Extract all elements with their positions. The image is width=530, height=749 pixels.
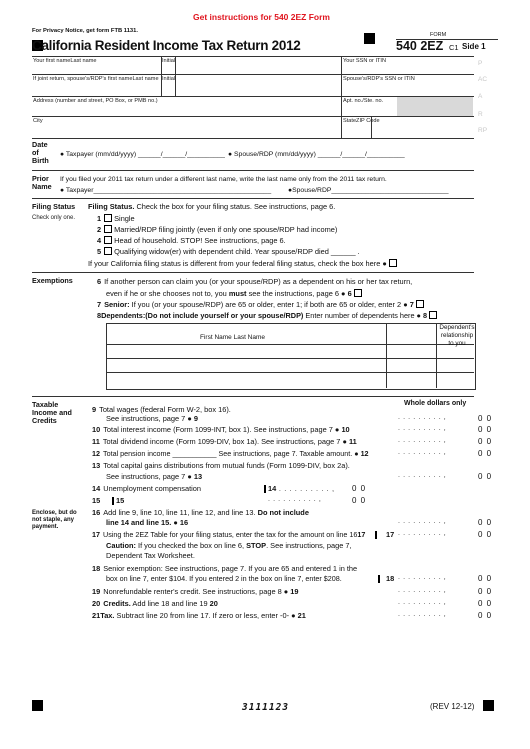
line-18-cont: box on line 7, enter $104. If you entered 2 in the box on line 7, enter $208. [106, 574, 342, 583]
filing-status-widow[interactable]: 5 Qualifying widow(er) with dependent child. Year spouse/RDP died ______ . [97, 247, 360, 256]
dob-label: Date of Birth [32, 140, 49, 165]
check-only-one: Check only one. [32, 215, 76, 221]
line-20-cents: 0 0 [478, 599, 493, 608]
line-21-amount[interactable]: . . . . . . . . . , [398, 611, 447, 618]
filing-status-label: Filing Status [32, 202, 76, 211]
line-13-amount[interactable]: . . . . . . . . . , [398, 472, 447, 479]
ssn-field[interactable]: Your SSN or ITIN [343, 58, 387, 64]
line-16-cont: line 14 and line 15. ● 16 [106, 518, 189, 527]
address-field[interactable]: Address (number and street, PO Box, or PMB no.) [33, 98, 158, 104]
taxpayer-dob[interactable]: ● Taxpayer (mm/dd/yyyy) ______/______/__________ [60, 151, 225, 158]
line-11-cents: 0 0 [478, 437, 493, 446]
margin-letter: A [478, 93, 483, 100]
prior-taxpayer[interactable]: ● Taxpayer_______________________________________________ [60, 187, 272, 194]
margin-letter: AC [478, 76, 488, 83]
line-8-dependents[interactable]: 8Dependents:(Do not include yourself or your spouse/RDP) Enter number of dependents here ● 8 [97, 311, 439, 320]
line-21-cents: 0 0 [478, 611, 493, 620]
line-17-cents: 0 0 [478, 530, 493, 539]
line-6a: 6 If another person can claim you (or your spouse/RDP) as a dependent on his or her tax return, [97, 277, 413, 286]
line-18-marker [378, 575, 380, 583]
whole-dollars-header: Whole dollars only [404, 400, 467, 407]
shaded-area [397, 97, 473, 116]
line-10-amount[interactable]: . . . . . . . . . , [398, 425, 447, 432]
registration-mark-bottom-right [483, 700, 494, 711]
filing-status-differs[interactable]: If your California filing status is different from your federal filing status, check the box here ● [88, 259, 399, 268]
enclose-note: Enclose, but do not staple, any payment. [32, 510, 77, 530]
line-17-cont2: Dependent Tax Worksheet. [106, 551, 195, 560]
line-13-cents: 0 0 [478, 472, 493, 481]
state-zip-field[interactable]: StateZIP Code [343, 118, 380, 124]
line-10: 10 Total interest income (Form 1099-INT, box 1). See instructions, page 7 ● 10 [92, 425, 350, 434]
line-17-cont: Caution: If you checked the box on line 6, STOP. See instructions, page 7, [106, 541, 352, 550]
line-12: 12 Total pension income ___________ See instructions, page 7. Taxable amount. ● 12 [92, 449, 369, 458]
line-20: 20 Credits. Add line 18 and line 19 20 [92, 599, 218, 608]
apt-field[interactable]: Apt. no./Ste. no. [343, 98, 384, 104]
line-9-amount[interactable]: . . . . . . . . . , [398, 414, 447, 421]
line-16-cents: 0 0 [478, 518, 493, 527]
table-header-name: First Name Last Name [200, 334, 266, 341]
line-17-box-num: 17 [386, 530, 395, 539]
line-15-cents: 0 0 [352, 496, 367, 505]
line-14: 14 Unemployment compensation [92, 484, 202, 493]
line-18: 18 Senior exemption: See instructions, page 7. If you are 65 and entered 1 in the [92, 564, 358, 573]
line-9-cents: 0 0 [478, 414, 493, 423]
city-field[interactable]: City [33, 118, 43, 124]
filing-status-hoh[interactable]: 4 Head of household. STOP! See instructions, page 6. [97, 236, 286, 245]
filing-status-single[interactable]: 1 Single [97, 214, 135, 223]
taxable-income-label: Taxable Income and Credits [32, 400, 72, 425]
form-title: California Resident Income Tax Return 2012 [32, 38, 301, 53]
line-18-amount[interactable]: . . . . . . . . . , [398, 574, 447, 581]
line-13-cont: See instructions, page 7 ● 13 [106, 472, 203, 481]
line-9: 9 Total wages (federal Form W-2, box 16). [92, 405, 231, 414]
first-name-field[interactable]: Your first nameLast name [33, 58, 97, 64]
revision: (REV 12-12) [430, 702, 475, 711]
line-15: 15 [92, 496, 101, 505]
filing-status-instruction: Filing Status. Check the box for your filing status. See instructions, page 6. [88, 202, 336, 211]
line-14-cents: 0 0 [352, 484, 367, 493]
form-code: 540 2EZ [396, 39, 444, 53]
line-15-marker [112, 497, 114, 505]
line-16-amount[interactable]: . . . . . . . . . , [398, 518, 447, 525]
registration-mark-top-right [364, 33, 375, 44]
line-18-box-num: 18 [386, 574, 395, 583]
form-suffix: C1 [449, 43, 459, 52]
line-11: 11 Total dividend income (Form 1099-DIV, box 1a). See instructions, page 7 ● 11 [92, 437, 357, 446]
line-7-senior[interactable]: 7 Senior: If you (or your spouse/RDP) are 65 or older, enter 1; if both are 65 or older, enter 2 ● 7 [97, 300, 426, 309]
prior-spouse[interactable]: ●Spouse/RDP_______________________________ [288, 187, 449, 194]
line-15-box[interactable]: 15 [116, 496, 125, 505]
margin-letter: R [478, 111, 483, 118]
line-12-amount[interactable]: . . . . . . . . . , [398, 449, 447, 456]
line-6b[interactable]: even if he or she chooses not to, you must see the instructions, page 6 ● 6 [106, 289, 364, 298]
dependents-table[interactable] [106, 323, 476, 390]
line-17-amount[interactable]: . . . . . . . . . , [398, 530, 447, 537]
filing-status-joint[interactable]: 2 Married/RDP filing jointly (even if only one spouse/RDP had income) [97, 225, 338, 234]
line-14-marker [264, 485, 266, 493]
line-16: 16 Add line 9, line 10, line 11, line 12, and line 13. Do not include [92, 508, 309, 517]
line-9-cont: See instructions, page 7 ● 9 [106, 414, 198, 423]
line-18-cents: 0 0 [478, 574, 493, 583]
initial-field[interactable]: Initial [162, 58, 176, 64]
prior-name-text: If you filed your 2011 tax return under a different last name, write the last name only from the 2011 tax return. [60, 176, 387, 183]
line-15-amount[interactable]: . . . . . . . . . . , [268, 496, 322, 503]
line-20-amount[interactable]: . . . . . . . . . , [398, 599, 447, 606]
registration-mark-bottom-left [32, 700, 43, 711]
spouse-initial-field[interactable]: Initial [162, 76, 176, 82]
line-19-cents: 0 0 [478, 587, 493, 596]
exemptions-label: Exemptions [32, 276, 73, 285]
line-11-amount[interactable]: . . . . . . . . . , [398, 437, 447, 444]
line-17-marker [375, 531, 377, 539]
margin-letter: P [478, 60, 483, 67]
line-14-box[interactable]: 14 . . . . . . . . . . , [268, 484, 335, 493]
line-19: 19 Nonrefundable renter's credit. See instructions, page 8 ● 19 [92, 587, 299, 596]
spouse-ssn-field[interactable]: Spouse's/RDP's SSN or ITIN [343, 76, 415, 82]
margin-letter: RP [478, 127, 488, 134]
side-label: Side 1 [462, 42, 486, 51]
line-12-cents: 0 0 [478, 449, 493, 458]
spouse-dob[interactable]: ● Spouse/RDP (mm/dd/yyyy) ______/______/__________ [228, 151, 405, 158]
line-13: 13 Total capital gains distributions from mutual funds (Form 1099-DIV, box 2a). [92, 461, 350, 470]
line-10-cents: 0 0 [478, 425, 493, 434]
spouse-name-field[interactable]: If joint return, spouse's/RDP's first nameLast name [33, 76, 159, 82]
instructions-link[interactable]: Get instructions for 540 2EZ Form [193, 12, 330, 22]
privacy-notice: For Privacy Notice, get form FTB 1131. [32, 28, 138, 34]
line-19-amount[interactable]: . . . . . . . . . , [398, 587, 447, 594]
prior-name-label: Prior Name [32, 174, 52, 191]
form-word: FORM [430, 32, 447, 38]
line-21: 21Tax. Subtract line 20 from line 17. If zero or less, enter -0- ● 21 [92, 611, 306, 620]
line-17: 17 Using the 2EZ Table for your filing status, enter the tax for the amount on line 1617 [92, 530, 366, 539]
barcode-number: 3111123 [242, 702, 290, 713]
table-header-relationship: Dependent's relationship to you [439, 324, 475, 347]
